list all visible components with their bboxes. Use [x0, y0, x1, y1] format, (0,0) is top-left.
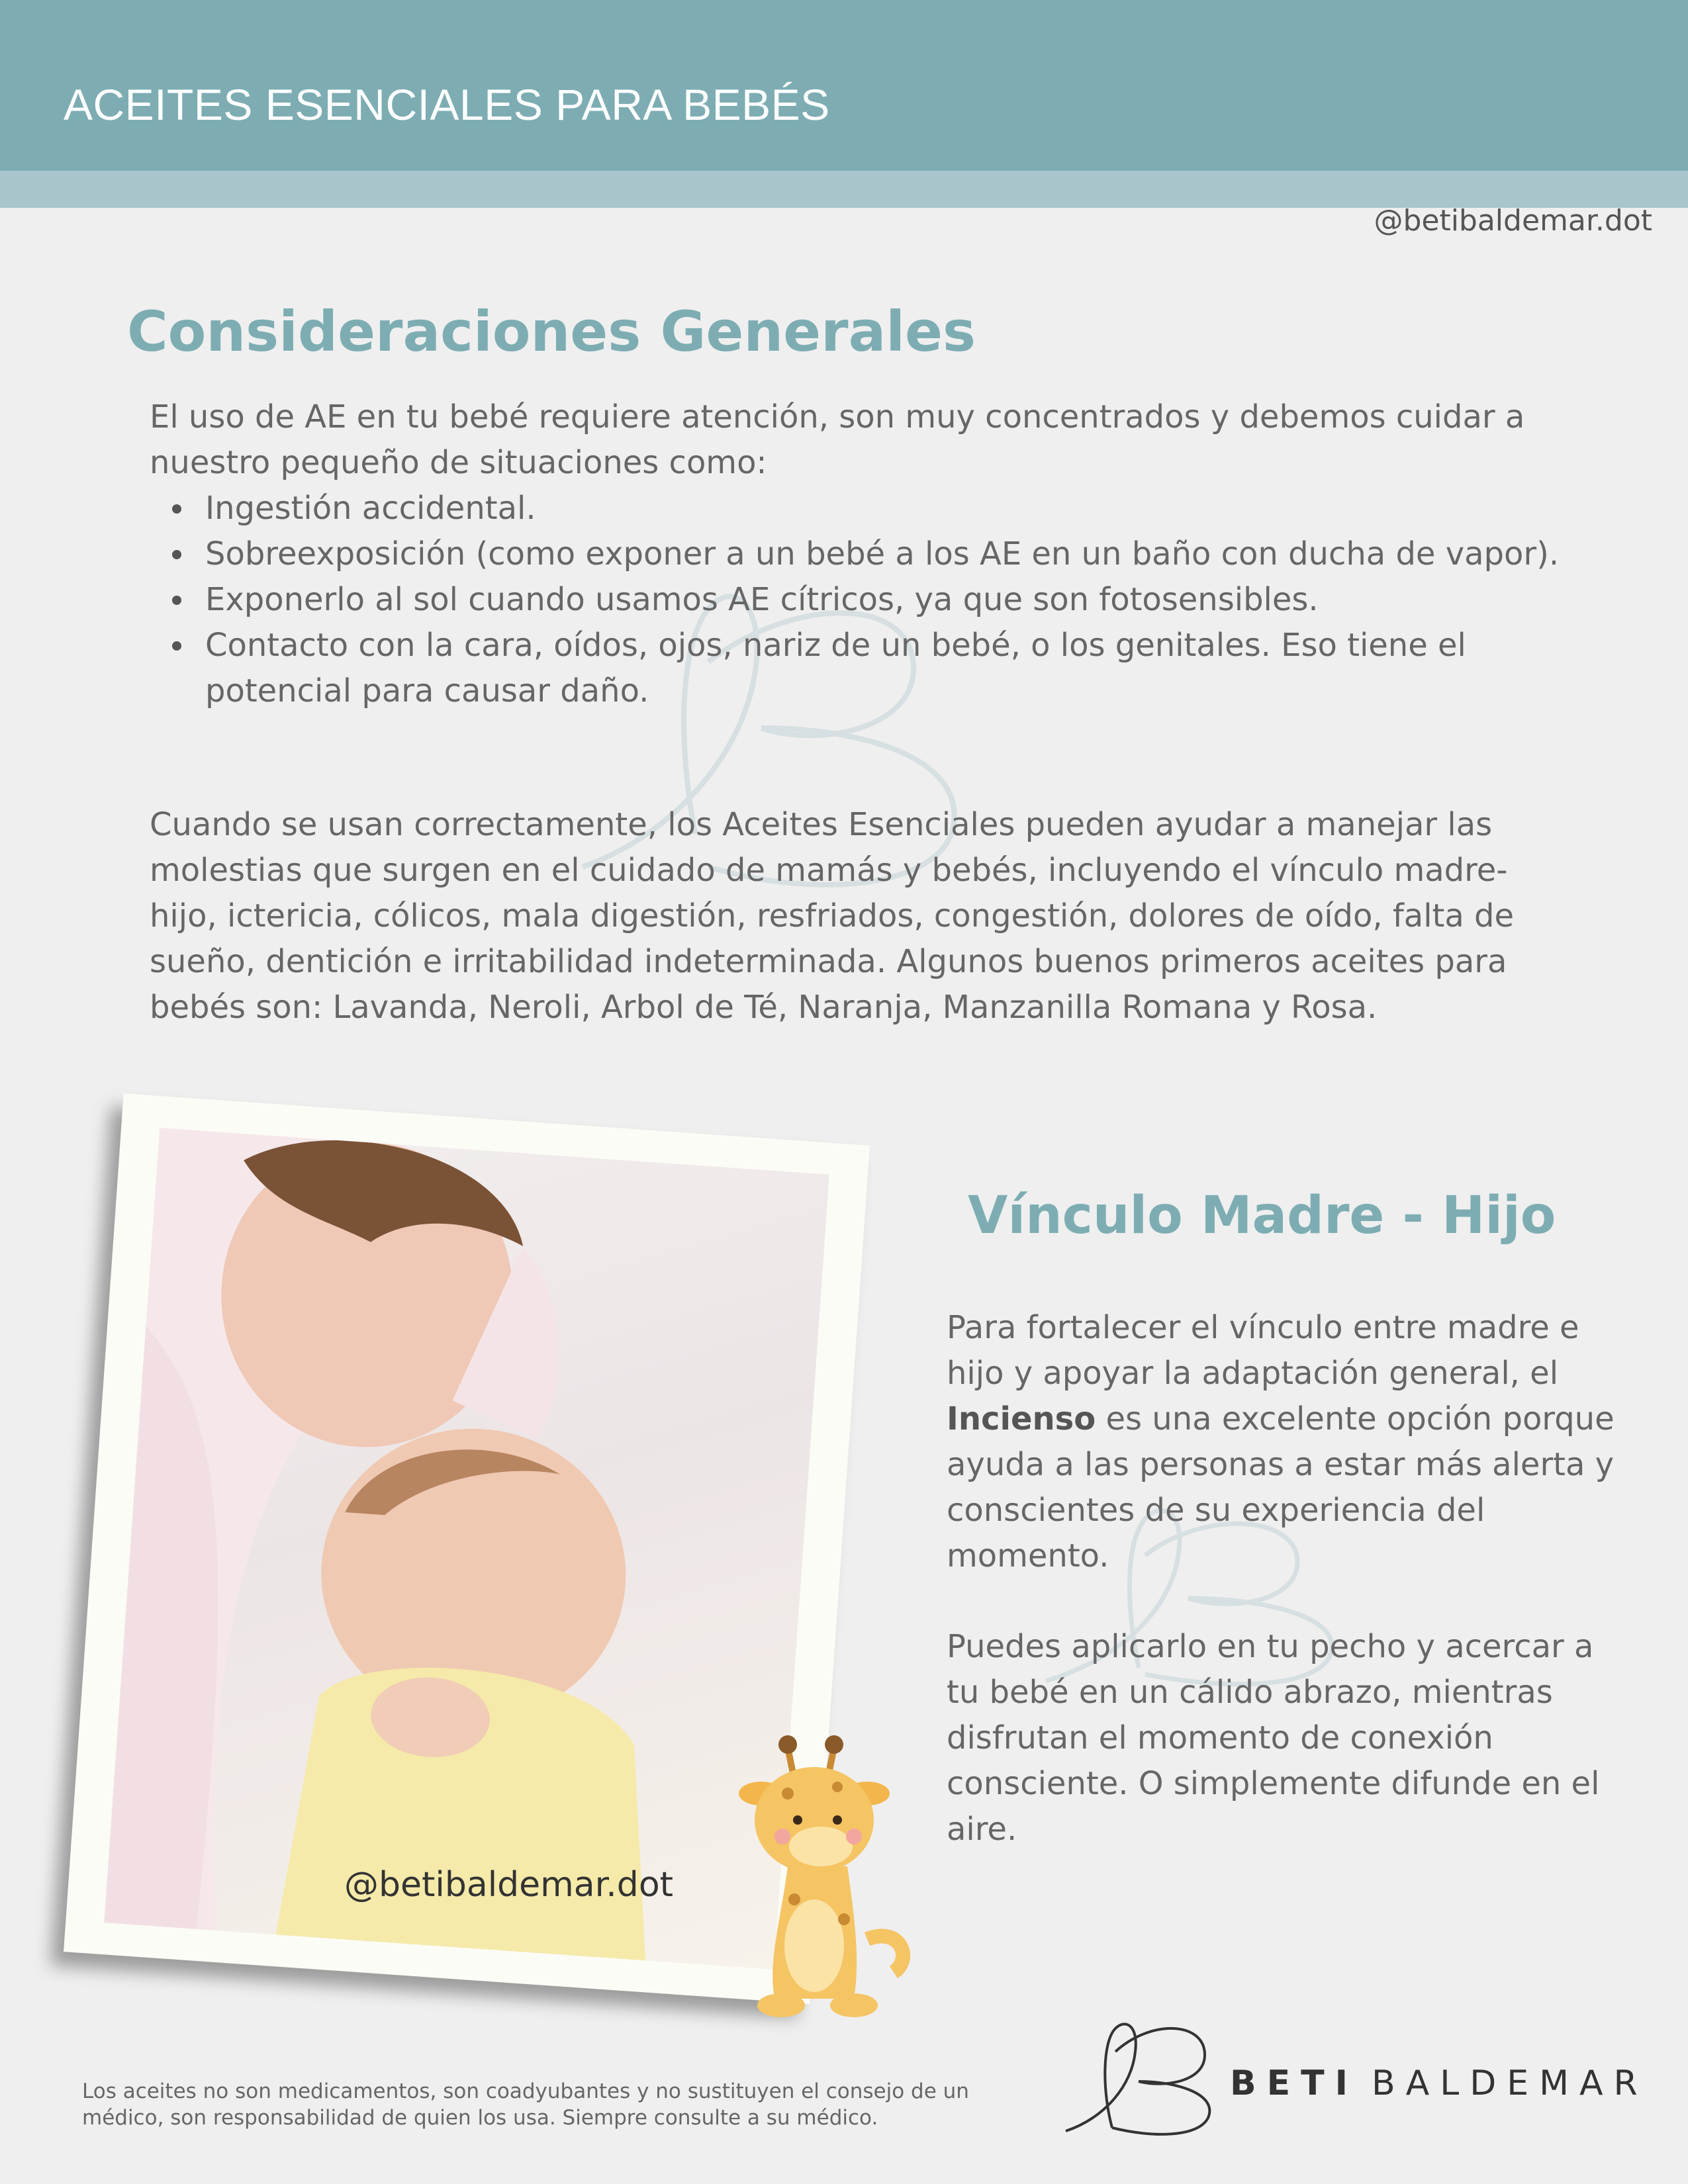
photo-watermark-handle: @betibaldemar.dot: [344, 1865, 674, 1905]
disclaimer: Los aceites no son medicamentos, son coadyubantes y no sustituyen el consejo de un médico, son responsabilidad de quien los usa. Siempre consulte a su médico.: [82, 2079, 969, 2130]
brand-logo-icon: [1059, 2012, 1218, 2138]
brand-first-name: BETI: [1230, 2064, 1358, 2103]
bond-paragraph-1: [947, 1305, 1622, 1579]
brand-last-name: BALDEMAR: [1371, 2064, 1648, 2103]
bond-text-end: es una excelente opción porque ayuda a las personas a estar más alerta y conscientes de su experiencia del momento.: [947, 1400, 1615, 1574]
social-handle-top: @betibaldemar.dot: [1374, 204, 1652, 238]
frankincense-highlight: Incienso: [947, 1400, 1096, 1437]
bond-text-start: Para fortalecer el vínculo entre madre e hijo y apoyar la adaptación general, el: [947, 1309, 1579, 1392]
mother-baby-photo: [104, 1128, 829, 1970]
intro-paragraph: El uso de AE en tu bebé requiere atención, son muy concentrados y debemos cuidar a nuestro pequeño de situaciones como:: [150, 398, 1525, 481]
list-item: Exponerlo al sol cuando usamos AE cítricos, ya que son fotosensibles.: [205, 577, 1582, 623]
mother-baby-illustration-icon: [104, 1128, 829, 1970]
giraffe-toy-icon: [722, 1721, 920, 2025]
list-item: Sobreexposición (como exponer a un bebé a los AE en un baño con ducha de vapor).: [205, 531, 1582, 577]
header-strip: [0, 171, 1688, 208]
considerations-list: [150, 486, 1582, 714]
header-title: ACEITES ESENCIALES PARA BEBÉS: [64, 80, 830, 129]
list-item: Contacto con la cara, oídos, ojos, nariz de un bebé, o los genitales. Eso tiene el potencial para causar daño.: [205, 623, 1582, 714]
brand-name: [1230, 2064, 1648, 2103]
section-title-bond: Vínculo Madre - Hijo: [968, 1186, 1556, 1246]
section-title-considerations: Consideraciones Generales: [127, 299, 976, 364]
benefits-paragraph: Cuando se usan correctamente, los Aceites Esenciales pueden ayudar a manejar las molestias que surgen en el cuidado de mamás y bebés, incluyendo el vínculo madre- hijo, ictericia, cólicos, mala digestión, resfriados, congestión, dolores de oído, falta de sueño, dentición e irritabilidad indeterminada. Algunos buenos primeros aceites para bebés son: Lavanda, Neroli, Arbol de Té, Naranja, Manzanilla Romana y Rosa.: [150, 806, 1515, 1026]
bond-paragraph-2: Puedes aplicarlo en tu pecho y acercar a tu bebé en un cálido abrazo, mientras disfrutan el momento de conexión consciente. O simplemente difunde en el aire.: [947, 1628, 1600, 1848]
list-item: Ingestión accidental.: [205, 486, 1582, 531]
